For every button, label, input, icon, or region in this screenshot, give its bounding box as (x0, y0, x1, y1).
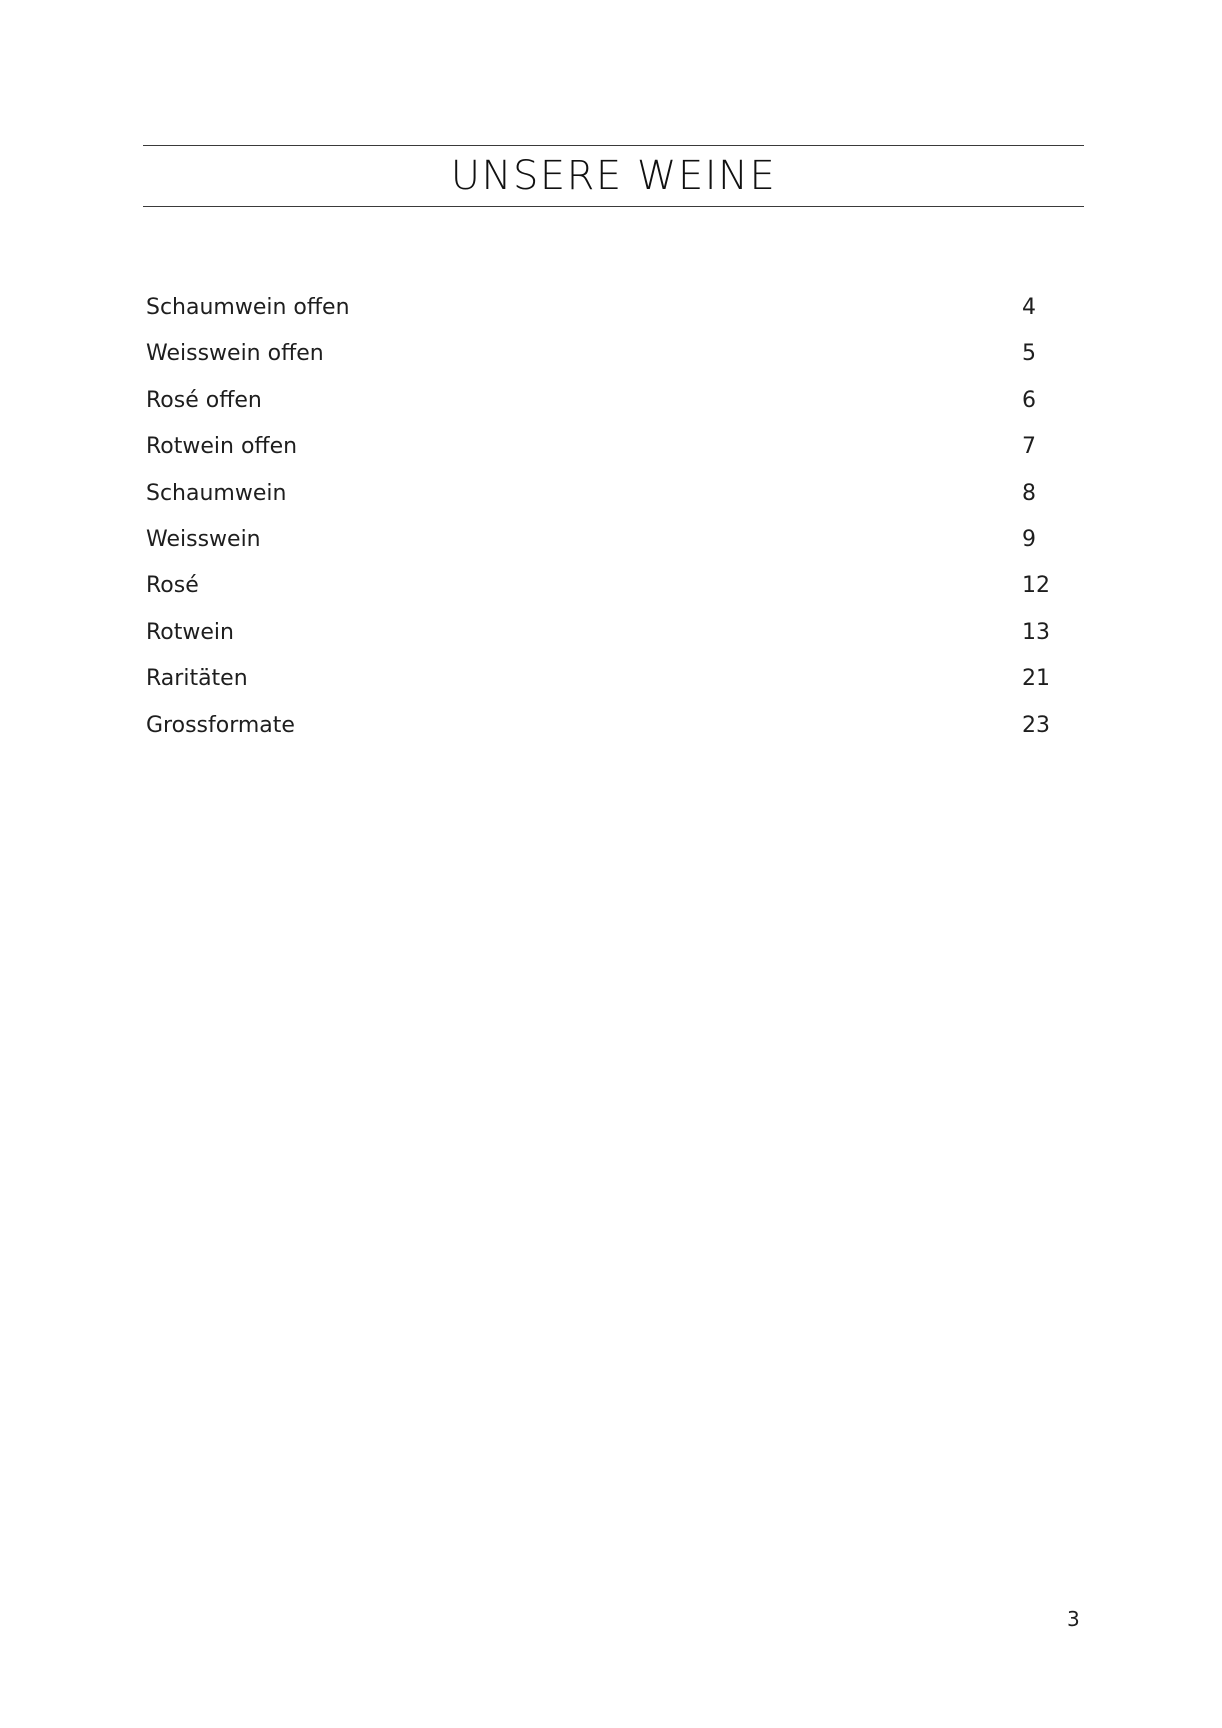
toc-item-page: 23 (1022, 712, 1050, 738)
toc-item-title: Weisswein (146, 526, 261, 552)
toc-item-title: Rosé (146, 573, 199, 599)
toc-item-title: Schaumwein offen (146, 295, 350, 320)
toc-item-page: 21 (1022, 666, 1050, 692)
toc-item[interactable] (146, 613, 1050, 659)
toc-item-title: Weisswein offen (146, 341, 324, 367)
toc-item[interactable] (146, 659, 1050, 705)
toc-item-title: Rotwein offen (146, 434, 298, 460)
toc-item-page: 9 (1022, 526, 1036, 552)
toc-item-title: Schaumwein (146, 480, 287, 506)
page-number: 3 (1067, 1607, 1080, 1631)
toc-item[interactable] (146, 566, 1050, 612)
page-title: UNSERE WEINE (450, 153, 777, 199)
toc-item-page: 8 (1022, 480, 1036, 506)
toc-item-page: 4 (1022, 295, 1036, 320)
toc-item-page: 12 (1022, 573, 1050, 599)
toc-item[interactable] (146, 381, 1046, 427)
toc-item-title: Raritäten (146, 666, 248, 692)
toc-item-page: 5 (1022, 341, 1036, 367)
toc-item[interactable] (146, 520, 1046, 566)
toc-item[interactable] (146, 474, 1046, 520)
toc-item-title: Grossformate (146, 712, 295, 738)
page-header (143, 145, 1084, 207)
toc-item[interactable] (146, 427, 1046, 473)
toc-item[interactable] (146, 288, 1046, 334)
toc-item[interactable] (146, 706, 1050, 752)
table-of-contents (146, 288, 1050, 752)
toc-item-title: Rotwein (146, 619, 234, 645)
toc-item[interactable] (146, 334, 1046, 380)
toc-item-page: 13 (1022, 619, 1050, 645)
toc-item-page: 6 (1022, 387, 1036, 413)
toc-item-title: Rosé offen (146, 387, 262, 413)
toc-item-page: 7 (1022, 434, 1036, 460)
